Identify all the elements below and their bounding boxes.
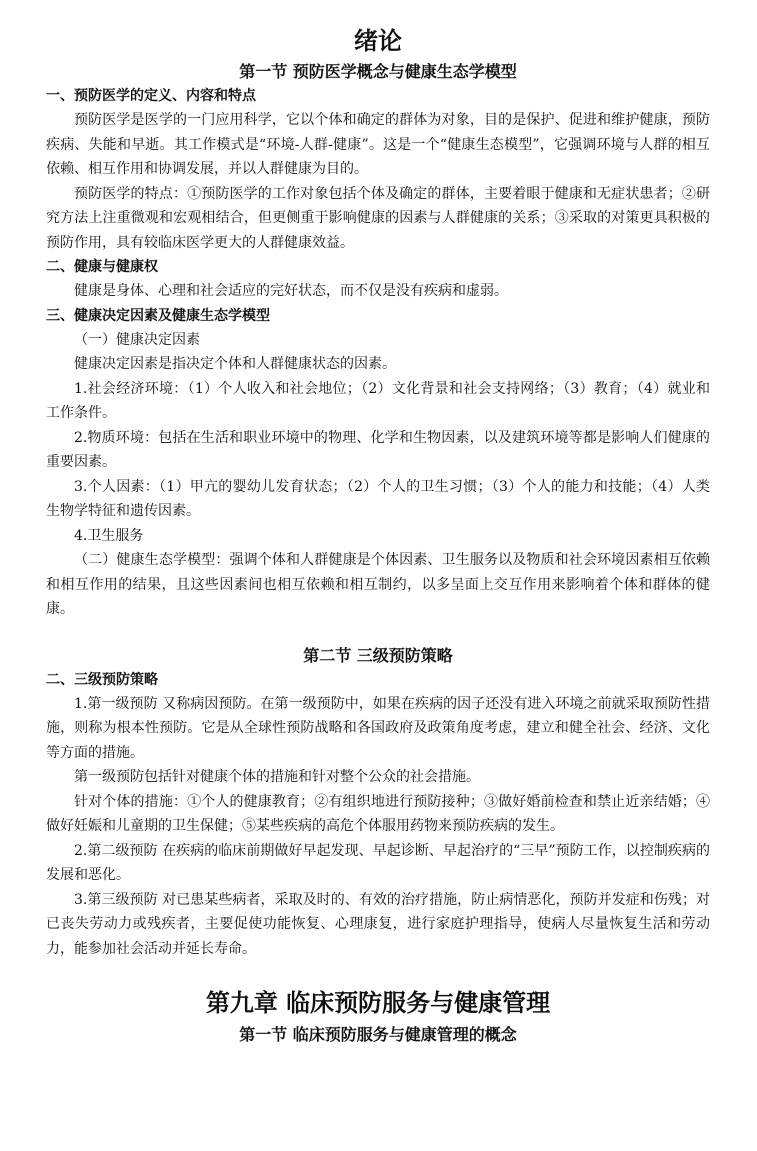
doc-title: 绪论 — [354, 27, 402, 55]
paragraph: 第一级预防包括针对健康个体的措施和针对整个公众的社会措施。 — [74, 769, 480, 785]
list-item: 2.物质环境：包括在生活和职业环境中的物理、化学和生物因素，以及建筑环境等都是影响人们健康的重要因素。 — [46, 429, 710, 470]
paragraph: 健康是身体、心理和社会适应的完好状态，而不仅是没有疾病和虚弱。 — [74, 283, 508, 299]
list-item: 2.第二级预防 在疾病的临床前期做好早起发现、早起诊断、早起治疗的“三早”预防工作，以控制疾病的发展和恶化。 — [46, 842, 710, 883]
heading-determinants: 三、健康决定因素及健康生态学模型 — [46, 307, 270, 324]
list-item: 1.社会经济环境：（1）个人收入和社会地位；（2）文化背景和社会支持网络；（3）教育；（4）就业和工作条件。 — [46, 380, 710, 421]
chapter-9-title: 第九章 临床预防服务与健康管理 — [205, 989, 551, 1017]
spacer — [46, 622, 710, 644]
list-item: 4.卫生服务 — [74, 527, 144, 544]
paragraph: 预防医学是医学的一门应用科学，它以个体和确定的群体为对象，目的是保护、促进和维护健康，预防疾病、失能和早逝。其工作模式是“环境-人群-健康”。这是一个“健康生态模型”，它强调环境与人群的相互依赖、相互作用和协调发展，并以人群健康为目的。 — [46, 112, 710, 177]
paragraph: 健康决定因素是指决定个体和人群健康状态的因素。 — [74, 356, 396, 372]
heading-health-rights: 二、健康与健康权 — [46, 259, 158, 275]
heading-prevention: 二、三级预防策略 — [46, 671, 158, 688]
paragraph: （二）健康生态学模型：强调个体和人群健康是个体因素、卫生服务以及物质和社会环境因素相互依赖和相互作用的结果，且这些因素间也相互依赖和相互制约，以多呈面上交互作用来影响着个体和群体的健康。 — [46, 552, 710, 617]
section-1-title: 第一节 预防医学概念与健康生态学模型 — [239, 62, 517, 81]
document-page — [46, 22, 710, 1047]
list-item: 3.第三级预防 对已患某些病者，采取及时的、有效的治疗措施，防止病情恶化，预防并发症和伤残；对已丧失劳动力或残疾者，主要促使功能恢复、心理康复，进行家庭护理指导，使病人尽量恢复生活和劳动力，能参加社会活动并延长寿命。 — [46, 891, 710, 957]
spacer — [46, 961, 710, 983]
list-item: 1.第一级预防 又称病因预防。在第一级预防中，如果在疾病的因子还没有进入环境之前就采取预防性措施，则称为根本性预防。它是从全球性预防战略和各国政府及政策角度考虑，建立和健全社会、经济、文化等方面的措施。 — [46, 695, 710, 761]
heading-definition: 一、预防医学的定义、内容和特点 — [46, 88, 256, 104]
section-2-title: 第二节 三级预防策略 — [303, 645, 453, 665]
paragraph: 预防医学的特点：①预防医学的工作对象包括个体及确定的群体，主要着眼于健康和无症状患者；②研究方法上注重微观和宏观相结合，但更侧重于影响健康的因素与人群健康的关系；③采取的对策更具积极的预防作用，具有较临床医学更大的人群健康效益。 — [46, 185, 710, 251]
subheading: （一）健康决定因素 — [74, 331, 200, 348]
chapter-9-section-1-title: 第一节 临床预防服务与健康管理的概念 — [239, 1025, 517, 1044]
paragraph: 针对个体的措施：①个人的健康教育；②有组织地进行预防接种；③做好婚前检查和禁止近亲结婚；④做好妊娠和儿童期的卫生保健；⑤某些疾病的高危个体服用药物来预防疾病的发生。 — [46, 793, 710, 834]
list-item: 3.个人因素：（1）甲亢的婴幼儿发育状态；（2）个人的卫生习惯；（3）个人的能力和技能；（4）人类生物学特征和遗传因素。 — [46, 478, 710, 519]
